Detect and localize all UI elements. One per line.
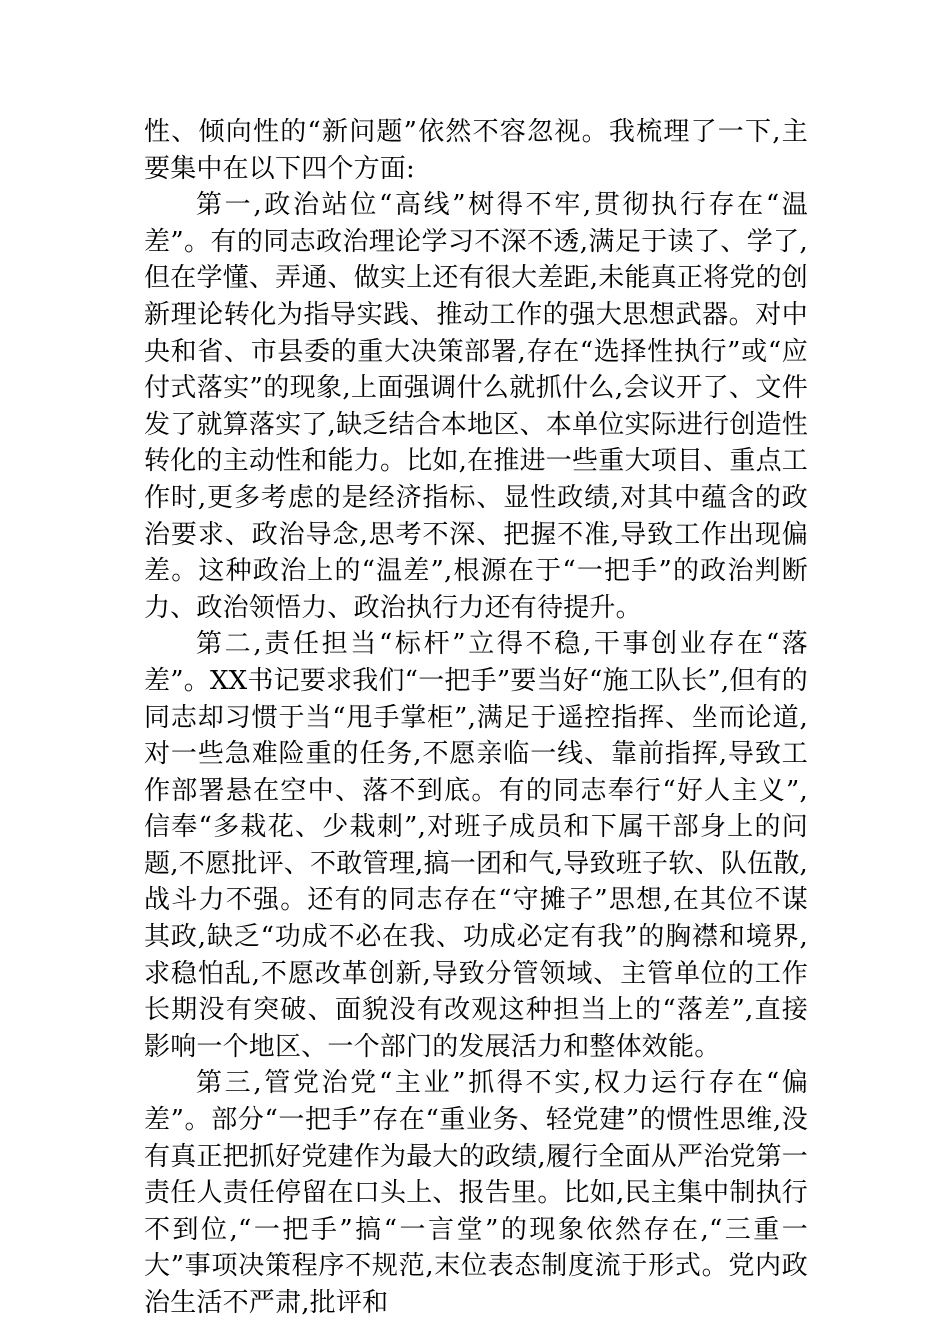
document-page	[144, 114, 808, 1322]
paragraph-party-management: 第三,管党治党“主业”抓得不实,权力运行存在“偏差”。部分“一把手”存在“重业务、轻党建”的惯性思维,没有真正把抓好党建作为最大的政绩,履行全面从严治党第一责任人责任停留在口头上、报告里。比如,民主集中制执行不到位,“一把手”搞“一言堂”的现象依然存在,“三重一大”事项决策程序不规范,末位表态制度流于形式。党内政治生活不严肃,批评和	[144, 1068, 808, 1318]
paragraph-responsibility: 第二,责任担当“标杆”立得不稳,干事创业存在“落差”。XX书记要求我们“一把手”要当好“施工队长”,但有的同志却习惯于当“甩手掌柜”,满足于遥控指挥、坐而论道,对一些急难险重的任务,不愿亲临一线、靠前指挥,导致工作部署悬在空中、落不到底。有的同志奉行“好人主义”,信奉“多栽花、少栽刺”,对班子成员和下属干部身上的问题,不愿批评、不敢管理,搞一团和气,导致班子软、队伍散,战斗力不强。还有的同志存在“守摊子”思想,在其位不谋其政,缺乏“功成不必在我、功成必定有我”的胸襟和境界,求稳怕乱,不愿改革创新,导致分管领域、主管单位的工作长期没有突破、面貌没有改观这种担当上的“落差”,直接影响一个地区、一个部门的发展活力和整体效能。	[144, 629, 808, 1062]
paragraph-intro: 性、倾向性的“新问题”依然不容忽视。我梳理了一下,主要集中在以下四个方面:	[144, 117, 808, 184]
paragraph-political-stance: 第一,政治站位“高线”树得不牢,贯彻执行存在“温差”。有的同志政治理论学习不深不透,满足于读了、学了,但在学懂、弄通、做实上还有很大差距,未能真正将党的创新理论转化为指导实践、推动工作的强大思想武器。对中央和省、市县委的重大决策部署,存在“选择性执行”或“应付式落实”的现象,上面强调什么就抓什么,会议开了、文件发了就算落实了,缺乏结合本地区、本单位实际进行创造性转化的主动性和能力。比如,在推进一些重大项目、重点工作时,更多考虑的是经济指标、显性政绩,对其中蕴含的政治要求、政治导念,思考不深、把握不准,导致工作出现偏差。这种政治上的“温差”,根源在于“一把手”的政治判断力、政治领悟力、政治执行力还有待提升。	[144, 190, 808, 623]
